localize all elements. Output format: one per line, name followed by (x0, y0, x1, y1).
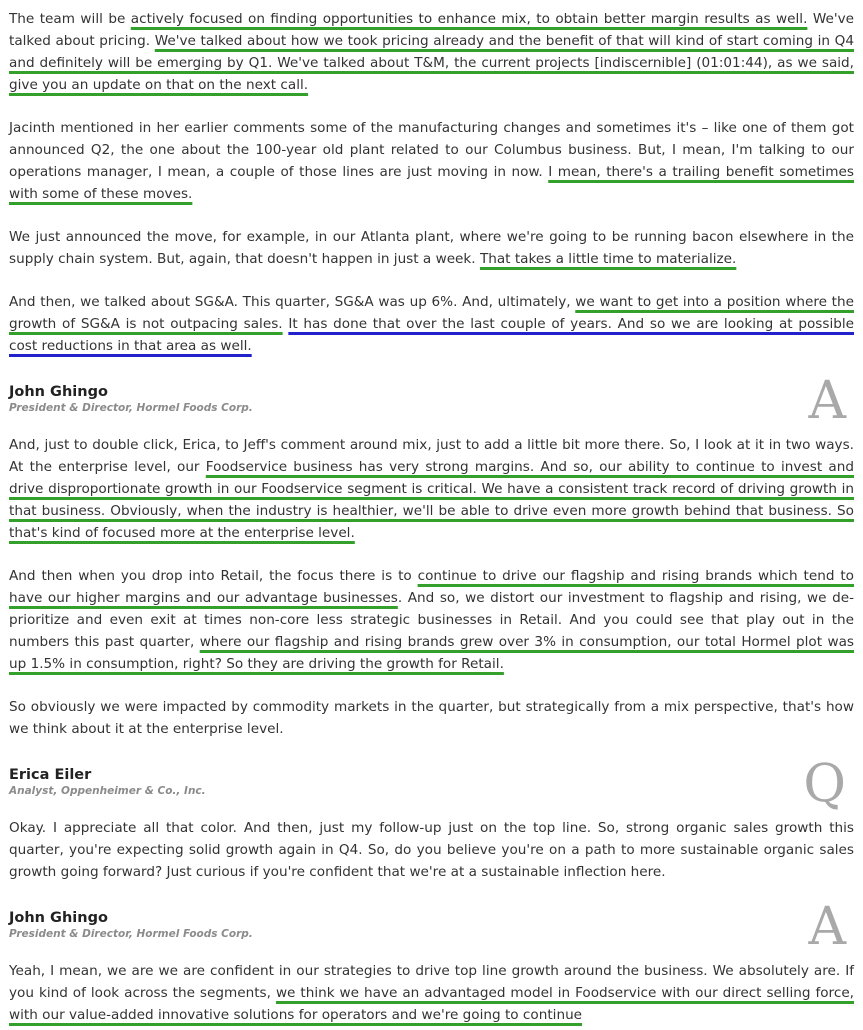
text-segment: So obviously we were impacted by commodity markets in the quarter, but strategically from a mix perspective, that's how we think about it at the enterprise level. (9, 699, 854, 737)
highlighted-text-green: we think we have an advantaged model in Foodservice with our direct selling force, with our value-added innovative solutions for operators and we're going to continue (9, 985, 854, 1023)
text-segment: And then, we talked about SG&A. This quarter, SG&A was up 6%. And, ultimately, (9, 294, 576, 310)
speaker-title: President & Director, Hormel Foods Corp. (9, 928, 253, 940)
text-segment: Yeah, I mean, we are we are confident in our strategies to drive top line growth around the business. We absolutely are. If you kind of look across the segments, (9, 963, 854, 1001)
highlighted-text-green: That takes a little time to materialize. (479, 251, 737, 267)
transcript-paragraph (9, 565, 854, 675)
speaker-block (9, 754, 854, 814)
highlighted-text-green: where our flagship and rising brands grew over 3% in consumption, our total Hormel plot was up 1.5% in consumption, right? So they are driving the growth for Retail. (9, 634, 854, 672)
transcript-paragraph (9, 117, 854, 205)
text-segment: And, just to double click, Erica, to Jeff's comment around mix, just to add a little bit more there. So, I look at it in two ways. At the enterprise level, our (9, 437, 854, 475)
text-segment: The team will be (9, 11, 131, 27)
speaker-block (9, 897, 854, 957)
text-segment: We've talked about pricing. (9, 11, 854, 49)
transcript-paragraph (9, 226, 854, 270)
speaker-block (9, 371, 854, 431)
speaker-name: Erica Eiler (9, 767, 92, 783)
speaker-name: John Ghingo (9, 910, 108, 926)
highlighted-text-green: Foodservice business has very strong margins. And so, our ability to continue to invest and drive disproportionate growth in our Foodservice segment is critical. We have a consistent track record of driving growth in that business. Obviously, when the industry is healthier, we'll be able to drive even more growth behind that business. So that's kind of focused more at the enterprise level. (9, 459, 854, 541)
answer-marker: A (808, 897, 846, 957)
text-segment: . And so, we distort our investment to flagship and rising, we de-prioritize and even exit at times non-core less strategic businesses in Retail. And you could see that play out in the numbers this past quarter, (9, 590, 854, 650)
transcript-paragraph (9, 817, 854, 883)
text-segment: Jacinth mentioned in her earlier comments some of the manufacturing changes and sometimes it's – like one of them got announced Q2, the one about the 100-year old plant related to our Columbus business. But, I mean, I'm talking to our operations manager, I mean, a couple of those lines are just moving in now. (9, 120, 854, 180)
text-segment: We just announced the move, for example, in our Atlanta plant, where we're going to be running bacon elsewhere in the supply chain system. But, again, that doesn't happen in just a week. (9, 229, 854, 267)
transcript-paragraph (9, 8, 854, 96)
transcript-paragraph (9, 291, 854, 357)
question-marker: Q (803, 754, 846, 814)
transcript-content (9, 8, 854, 1026)
text-segment: Okay. I appreciate all that color. And then, just my follow-up just on the top line. So, strong organic sales growth this quarter, you're expecting solid growth again in Q4. So, do you believe you're on a path to more sustainable organic sales growth going forward? Just curious if you're confident that we're at a sustainable inflection here. (9, 820, 854, 880)
highlighted-text-green: I mean, there's a trailing benefit sometimes with some of these moves. (9, 164, 854, 202)
transcript-paragraph (9, 434, 854, 544)
highlighted-text-green: actively focused on finding opportunities to enhance mix, to obtain better margin results as well. (130, 11, 808, 27)
transcript-paragraph (9, 960, 854, 1026)
text-segment: And then when you drop into Retail, the focus there is to (9, 568, 418, 584)
speaker-name: John Ghingo (9, 384, 108, 400)
speaker-title: President & Director, Hormel Foods Corp. (9, 402, 253, 414)
highlighted-text-green: continue to drive our flagship and rising brands which tend to have our higher margins and our advantage businesses (9, 568, 855, 606)
highlighted-text-green: We've talked about how we took pricing already and the benefit of that will kind of start coming in Q4 and definitely will be emerging by Q1. We've talked about T&M, the current projects [indiscernible] (01:01:44), as we said, give you an update on that on the next call. (9, 33, 854, 93)
transcript-paragraph (9, 696, 854, 740)
answer-marker: A (808, 371, 846, 431)
highlighted-text-green: we want to get into a position where the growth of SG&A is not outpacing sales. (9, 294, 854, 332)
highlighted-text-blue: It has done that over the last couple of years. And so we are looking at possible cost reductions in that area as well. (9, 316, 855, 354)
speaker-title: Analyst, Oppenheimer & Co., Inc. (9, 785, 206, 797)
